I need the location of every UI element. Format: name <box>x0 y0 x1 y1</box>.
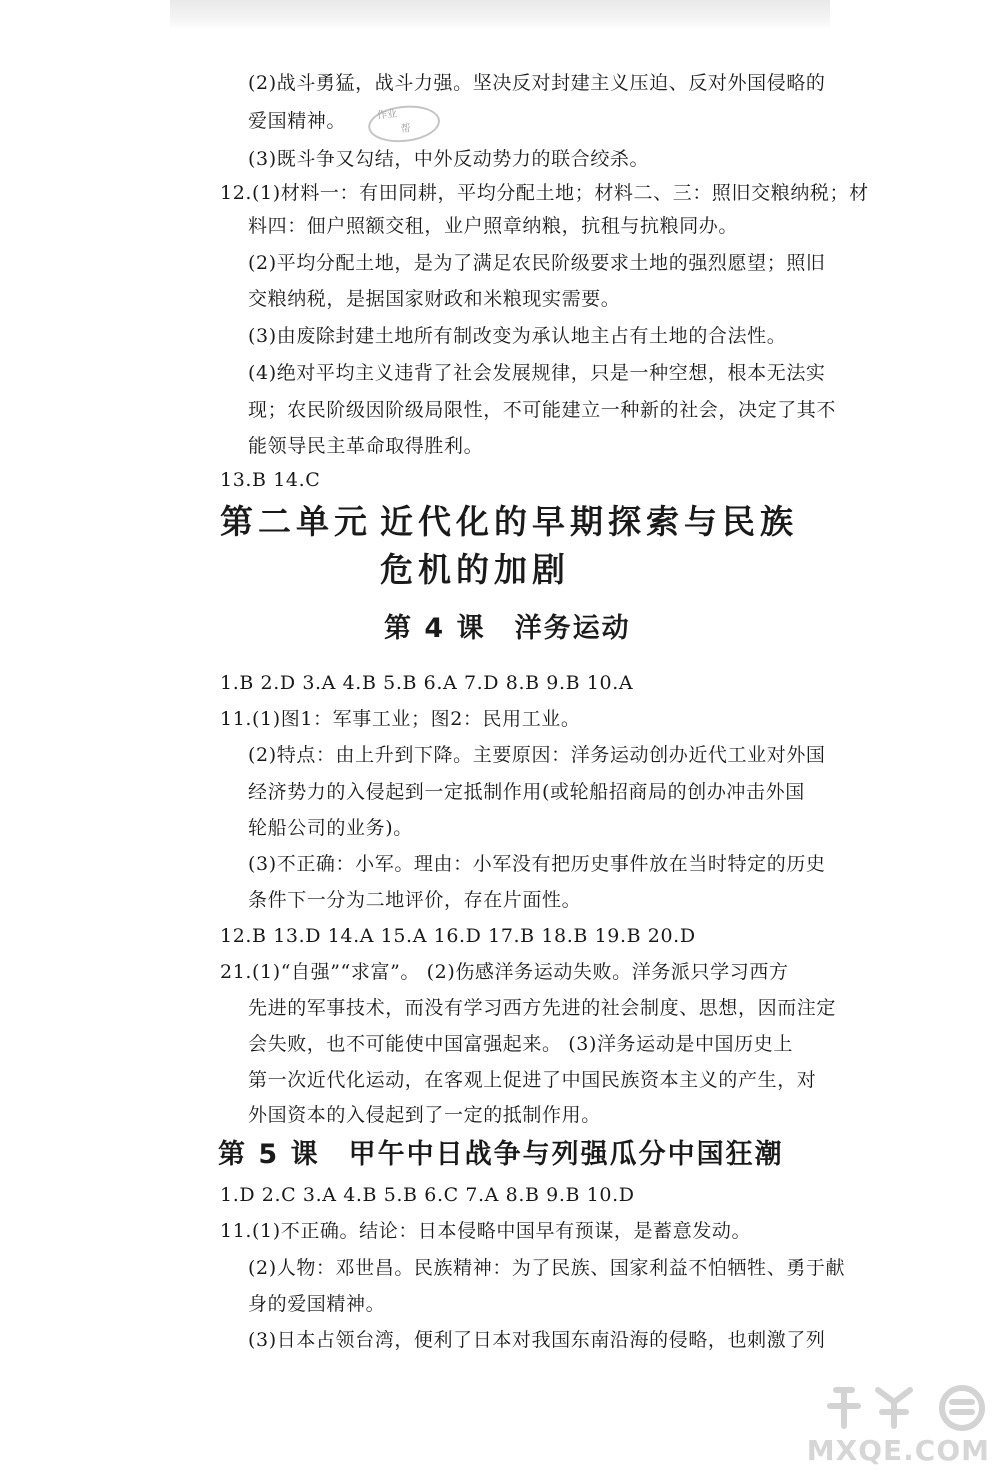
answer-line: (2)平均分配土地，是为了满足农民阶级要求土地的强烈愿望；照旧 <box>248 252 826 274</box>
answer-line: 11.(1)图1：军事工业；图2：民用工业。 <box>220 708 581 730</box>
watermark-text: MXQE.COM <box>806 1434 990 1467</box>
watermark-logo <box>822 1382 992 1432</box>
answer-line: 爱国精神。 <box>248 110 347 132</box>
answer-line: (3)不正确：小军。理由：小军没有把历史事件放在当时特定的历史 <box>248 853 826 875</box>
answer-line: 13.B 14.C <box>220 469 321 491</box>
stamp-text-top: 作业 <box>376 108 398 122</box>
answer-line: 12.(1)材料一：有田同耕，平均分配土地；材料二、三：照旧交粮纳税；材 <box>220 182 869 204</box>
answer-line: (2)战斗勇猛，战斗力强。坚决反对封建主义压迫、反对外国侵略的 <box>248 72 826 94</box>
answer-line: 1.D 2.C 3.A 4.B 5.B 6.C 7.A 8.B 9.B 10.D <box>220 1184 635 1206</box>
unit-title-name: 近代化的早期探索与民族 <box>380 502 798 541</box>
answer-line: (4)绝对平均主义违背了社会发展规律，只是一种空想，根本无法实 <box>248 362 826 384</box>
answer-line: 身的爱国精神。 <box>248 1293 386 1315</box>
answer-line: 能领导民主革命取得胜利。 <box>248 435 484 457</box>
lesson-4-title: 第 4 课 洋务运动 <box>384 613 631 644</box>
answer-line: 经济势力的入侵起到一定抵制作用(或轮船招商局的创办冲击外国 <box>248 781 805 803</box>
answer-line: 交粮纳税，是据国家财政和米粮现实需要。 <box>248 288 621 310</box>
answer-line: (3)日本占领台湾，便利了日本对我国东南沿海的侵略，也刺激了列 <box>248 1329 826 1351</box>
answer-line: 轮船公司的业务)。 <box>248 817 413 839</box>
scan-shadow <box>170 0 830 30</box>
answer-line: 外国资本的入侵起到了一定的抵制作用。 <box>248 1104 601 1126</box>
answer-line: 先进的军事技术，而没有学习西方先进的社会制度、思想，因而注定 <box>248 997 837 1019</box>
stamp <box>366 102 439 143</box>
answer-line: 现；农民阶级因阶级局限性，不可能建立一种新的社会，决定了其不 <box>248 399 837 421</box>
answer-line: 21.(1)“自强”“求富”。 (2)伤感洋务运动失败。洋务派只学习西方 <box>220 961 789 983</box>
answer-line: 11.(1)不正确。结论：日本侵略中国早有预谋，是蓄意发动。 <box>220 1220 752 1242</box>
answer-line: (3)既斗争又勾结，中外反动势力的联合绞杀。 <box>248 148 650 170</box>
answer-line: 12.B 13.D 14.A 15.A 16.D 17.B 18.B 19.B 20.D <box>220 925 696 947</box>
answer-line: 料四：佃户照额交租，业户照章纳粮，抗租与抗粮同办。 <box>248 215 739 237</box>
answer-line: 会失败，也不可能使中国富强起来。 (3)洋务运动是中国历史上 <box>248 1033 793 1055</box>
unit-title-label: 第二单元 <box>220 502 372 541</box>
watermark <box>800 1382 996 1468</box>
answer-line: (3)由废除封建土地所有制改变为承认地主占有土地的合法性。 <box>248 325 787 347</box>
unit-title-name-cont: 危机的加剧 <box>380 550 570 589</box>
answer-line: (2)特点：由上升到下降。主要原因：洋务运动创办近代工业对外国 <box>248 744 826 766</box>
stamp-text-bottom: 帮 <box>400 123 412 136</box>
answer-line: 条件下一分为二地评价，存在片面性。 <box>248 889 582 911</box>
answer-line: 1.B 2.D 3.A 4.B 5.B 6.A 7.D 8.B 9.B 10.A <box>220 672 634 694</box>
lesson-5-title: 第 5 课 甲午中日战争与列强瓜分中国狂潮 <box>218 1139 784 1170</box>
answer-line: (2)人物：邓世昌。民族精神：为了民族、国家利益不怕牺牲、勇于献 <box>248 1257 846 1279</box>
answer-line: 第一次近代化运动，在客观上促进了中国民族资本主义的产生，对 <box>248 1069 817 1091</box>
